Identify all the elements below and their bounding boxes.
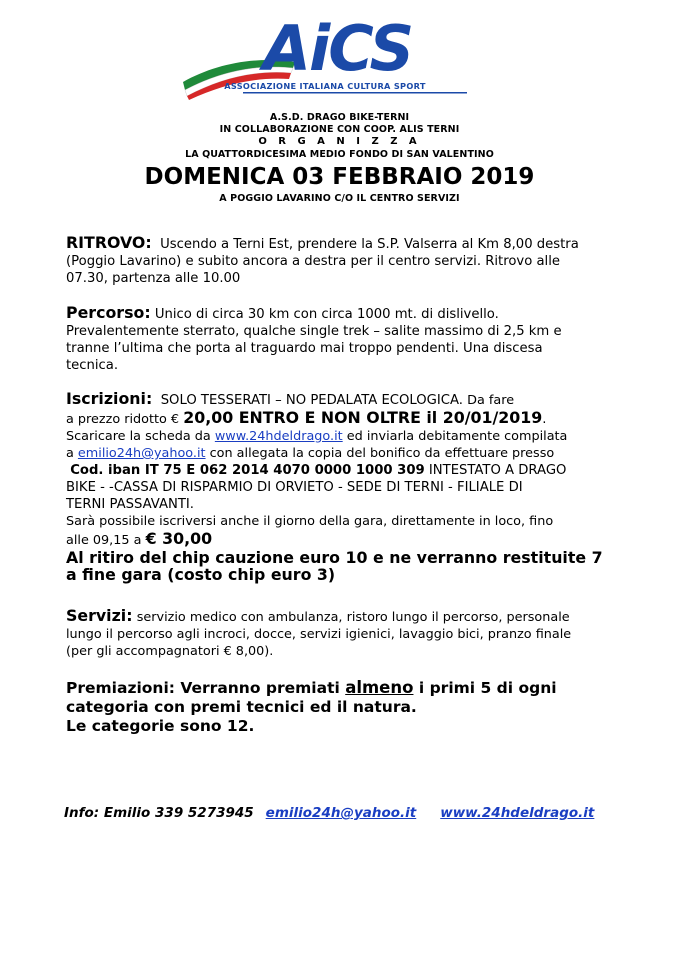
page-title: DOMENICA 03 FEBBRAIO 2019 xyxy=(144,164,535,190)
premiazioni-text: Premiazioni: Verranno premiati xyxy=(66,679,340,697)
servizi-text: servizio medico con ambulanza, ristoro lungo il percorso, personale xyxy=(136,610,570,625)
premiazioni-text: Le categorie sono 12. xyxy=(66,717,255,735)
ritrovo-text: (Poggio Lavarino) e subito ancora a destra per il centro servizi. Ritrovo alle xyxy=(66,254,561,269)
ritrovo-text: 07.30, partenza alle 10.00 xyxy=(66,271,241,286)
servizi-label: Servizi: xyxy=(66,606,133,625)
iscrizioni-text: Sarà possibile iscriversi anche il giorno della gara, direttamente in loco, fino xyxy=(66,514,554,529)
price-deadline: 20,00 ENTRO E NON OLTRE il 20/01/2019 xyxy=(183,408,543,427)
servizi-text: lungo il percorso agli incroci, docce, servizi igienici, lavaggio bici, pranzo finale xyxy=(66,627,572,642)
organizza-line: O R G A N I Z Z A xyxy=(258,136,421,147)
iscrizioni-text: . xyxy=(542,412,547,427)
iscrizioni-label: Iscrizioni: xyxy=(66,389,153,408)
iban-code: Cod. iban IT 75 E 062 2014 4070 0000 1000 309 xyxy=(70,463,425,478)
iscrizioni-text: ed inviarla debitamente compilata xyxy=(346,429,568,444)
info-contact: Info: Emilio 339 5273945 xyxy=(64,805,254,821)
iscrizioni-text: Scaricare la scheda da xyxy=(66,429,211,444)
iscrizioni-text: Da fare xyxy=(467,393,515,408)
ritrovo-section xyxy=(66,234,606,287)
iscrizioni-text: BIKE - -CASSA DI RISPARMIO DI ORVIETO - SEDE DI TERNI - FILIALE DI xyxy=(66,480,523,495)
percorso-text: Unico di circa 30 km con circa 1000 mt. di dislivello. xyxy=(154,307,499,322)
premiazioni-emphasis: almeno xyxy=(345,678,414,697)
event-name: LA QUATTORDICESIMA MEDIO FONDO DI SAN VALENTINO xyxy=(185,149,494,160)
aics-logo xyxy=(175,12,475,102)
percorso-text: tecnica. xyxy=(66,358,119,373)
website-link[interactable]: www.24hdeldrago.it xyxy=(214,429,343,444)
onsite-price: € 30,00 xyxy=(145,529,213,548)
organizer-line: A.S.D. DRAGO BIKE-TERNI xyxy=(269,112,410,123)
iscrizioni-text: SOLO TESSERATI – NO PEDALATA ECOLOGICA. xyxy=(160,393,463,408)
email-link[interactable]: emilio24h@yahoo.it xyxy=(77,446,206,461)
ritrovo-text: Uscendo a Terni Est, prendere la S.P. Valserra al Km 8,00 destra xyxy=(160,237,579,252)
logo-subtitle: ASSOCIAZIONE ITALIANA CULTURA SPORT xyxy=(224,81,426,91)
info-website-link[interactable]: www.24hdeldrago.it xyxy=(440,805,595,821)
iscrizioni-text: con allegata la copia del bonifico da effettuare presso xyxy=(209,446,555,461)
chip-deposit: Al ritiro del chip cauzione euro 10 e ne verranno restituite 7 xyxy=(66,548,603,567)
percorso-label: Percorso: xyxy=(66,303,151,322)
iscrizioni-text: a xyxy=(66,446,74,461)
iscrizioni-text: INTESTATO A DRAGO xyxy=(428,463,567,478)
event-location: A POGGIO LAVARINO C/O IL CENTRO SERVIZI xyxy=(219,193,460,204)
iscrizioni-text: TERNI PASSAVANTI. xyxy=(66,497,194,512)
servizi-section xyxy=(66,607,606,660)
iscrizioni-text: alle 09,15 a xyxy=(66,533,142,548)
iscrizioni-section xyxy=(66,390,606,583)
ritrovo-label: RITROVO: xyxy=(66,233,152,252)
iscrizioni-text: a prezzo ridotto € xyxy=(66,412,180,427)
chip-deposit: a fine gara (costo chip euro 3) xyxy=(66,565,336,584)
collaboration-line: IN COLLABORAZIONE CON COOP. ALIS TERNI xyxy=(219,124,460,135)
percorso-section xyxy=(66,304,606,374)
premiazioni-text: i primi 5 di ogni xyxy=(418,679,557,697)
logo-text: AiCS xyxy=(263,12,413,85)
premiazioni-text: categoria con premi tecnici ed il natura. xyxy=(66,698,417,716)
percorso-text: Prevalentemente sterrato, qualche single trek – salite massimo di 2,5 km e xyxy=(66,324,562,339)
premiazioni-section xyxy=(66,678,606,736)
info-line xyxy=(64,805,594,821)
info-email-link[interactable]: emilio24h@yahoo.it xyxy=(265,805,417,821)
servizi-text: (per gli accompagnatori € 8,00). xyxy=(66,644,274,659)
percorso-text: tranne l’ultima che porta al traguardo mai troppo pendenti. Una discesa xyxy=(66,341,543,356)
